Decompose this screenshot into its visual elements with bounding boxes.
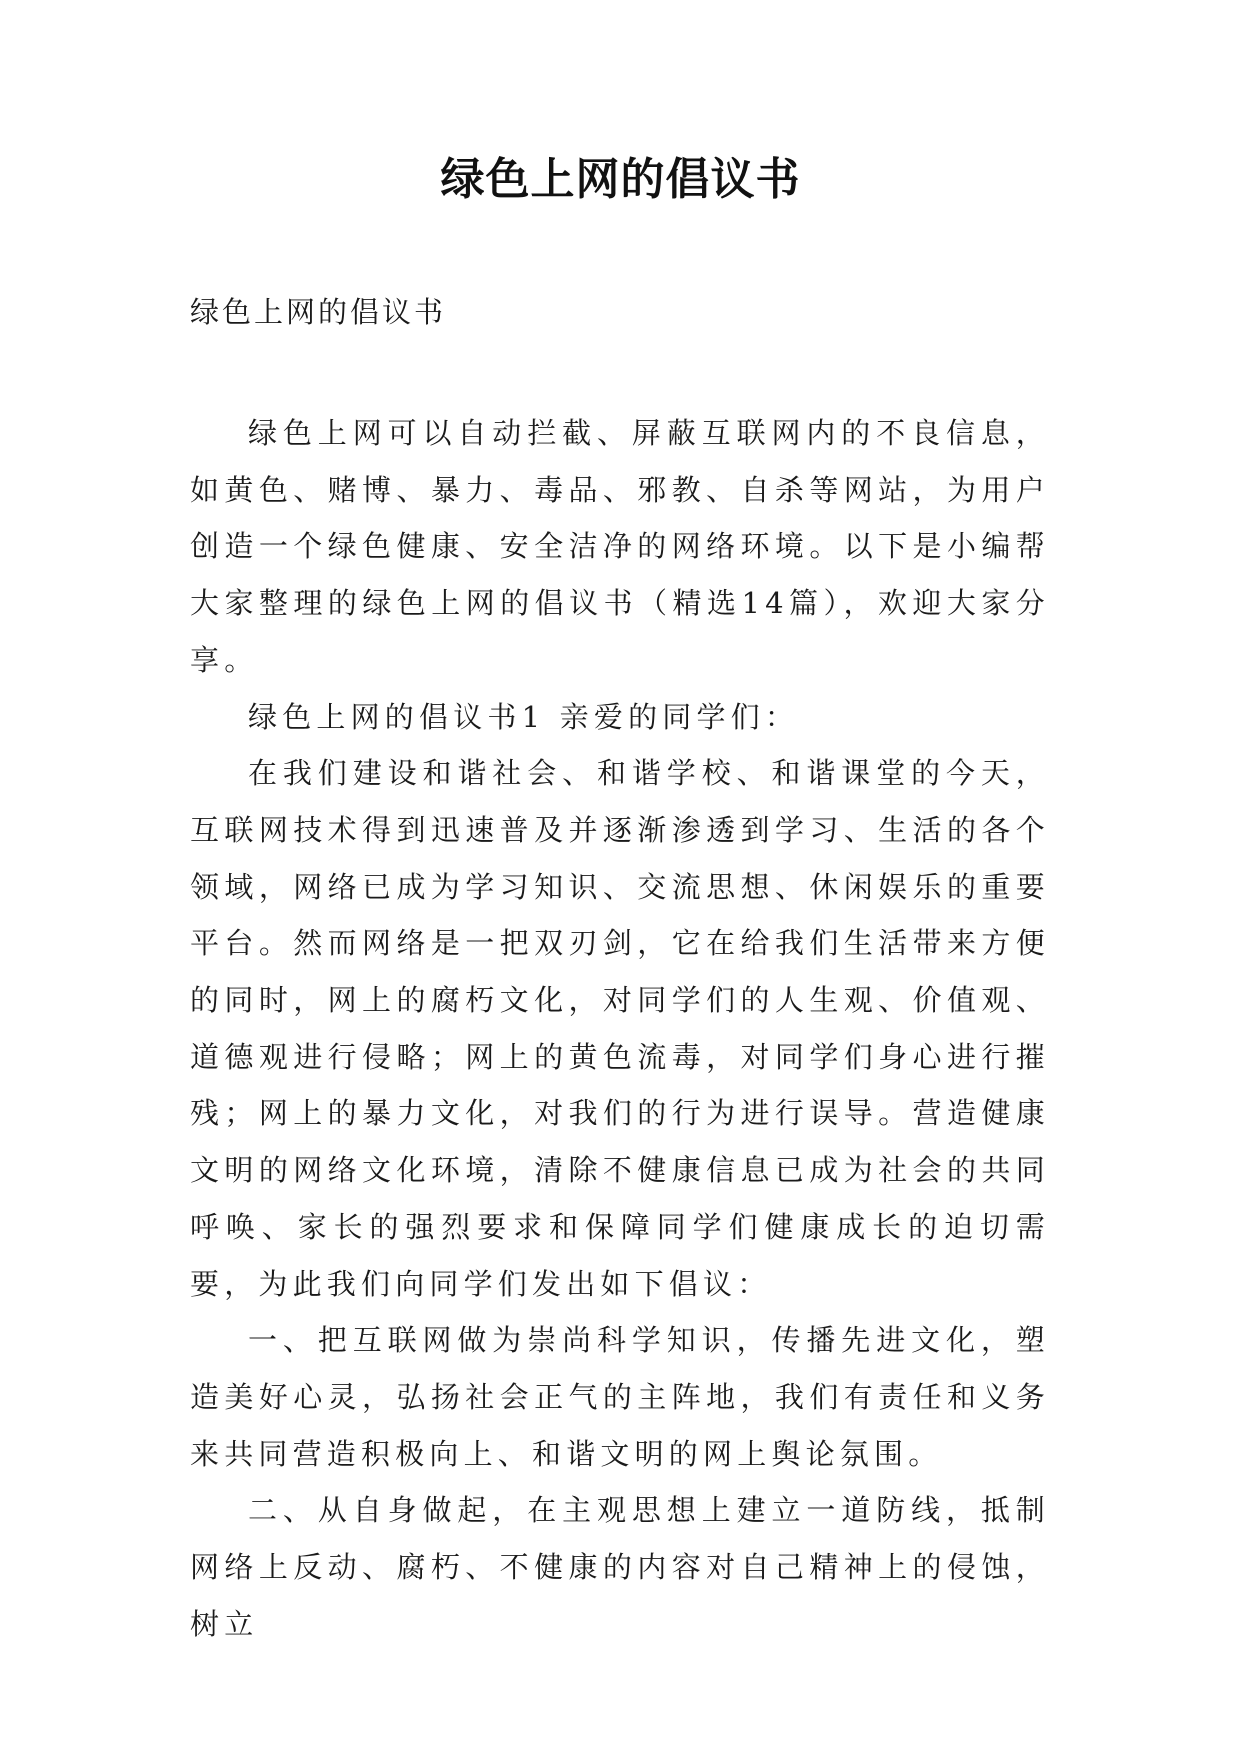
paragraph-proposal-two: 二、从自身做起，在主观思想上建立一道防线，抵制网络上反动、腐朽、不健康的内容对自己精神上的侵蚀，树立 — [190, 1493, 1050, 1641]
document-body — [190, 405, 1050, 1652]
paragraph-salutation: 绿色上网的倡议书1 亲爱的同学们： — [248, 699, 800, 734]
paragraph-intro: 绿色上网可以自动拦截、屏蔽互联网内的不良信息，如黄色、赌博、暴力、毒品、邪教、自杀等网站，为用户创造一个绿色健康、安全洁净的网络环境。以下是小编帮大家整理的绿色上网的倡议书（精选14篇），欢迎大家分享。 — [190, 416, 1050, 677]
paragraph-proposal-one: 一、把互联网做为崇尚科学知识，传播先进文化，塑造美好心灵，弘扬社会正气的主阵地，我们有责任和义务来共同营造积极向上、和谐文明的网上舆论氛围。 — [190, 1323, 1050, 1471]
document-subtitle: 绿色上网的倡议书 — [190, 295, 447, 329]
document-title: 绿色上网的倡议书 — [440, 154, 801, 205]
paragraph-background: 在我们建设和谐社会、和谐学校、和谐课堂的今天，互联网技术得到迅速普及并逐渐渗透到学习、生活的各个领域，网络已成为学习知识、交流思想、休闲娱乐的重要平台。然而网络是一把双刃剑，它在给我们生活带来方便的同时，网上的腐朽文化，对同学们的人生观、价值观、道德观进行侵略；网上的黄色流毒，对同学们身心进行摧残；网上的暴力文化，对我们的行为进行误导。营造健康文明的网络文化环境，清除不健康信息已成为社会的共同呼唤、家长的强烈要求和保障同学们健康成长的迫切需要，为此我们向同学们发出如下倡议： — [190, 756, 1050, 1301]
